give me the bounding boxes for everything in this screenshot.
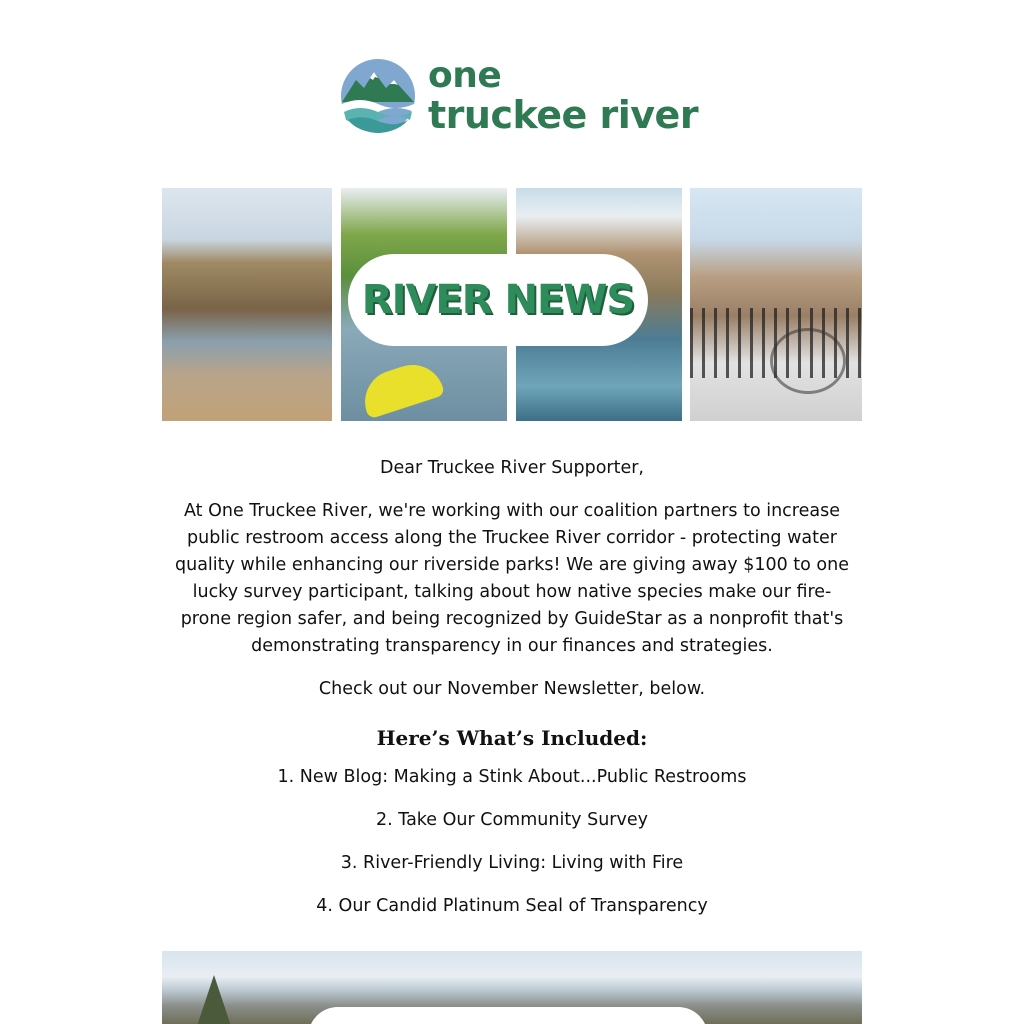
bicycle-wheel-shape [770, 328, 846, 394]
kayak-shape [357, 357, 445, 420]
section-header-photo [162, 951, 862, 1024]
living-with-fire-link[interactable]: 3. River-Friendly Living: Living with Fire [340, 853, 684, 873]
greeting-text: Dear Truckee River Supporter, [380, 458, 644, 478]
river-news-title-pill [348, 254, 648, 346]
tree-shape [194, 975, 234, 1024]
newsletter-body [162, 455, 862, 936]
one-truckee-river-logo[interactable] [340, 54, 700, 138]
survey-link[interactable]: 2. Take Our Community Survey [376, 810, 648, 830]
included-item-living-with-fire[interactable] [162, 850, 862, 877]
intro-paragraph: At One Truckee River, we're working with our coalition partners to increase public restroom access along the Truckee River corridor - protecting water quality while enhancing our riverside parks! We are giving away $100 to one lucky survey participant, talking about how native species make our fire-prone region safer, and being recognized by GuideStar as a nonprofit that's demonstrating transparency in our finances and strategies. [175, 501, 849, 656]
logo-line-two: truckee river [428, 93, 699, 137]
included-item-survey[interactable] [162, 807, 862, 834]
river-news-banner[interactable] [162, 188, 862, 421]
river-valley-photo [162, 188, 332, 421]
logo-line-one: one [428, 55, 502, 96]
included-item-blog[interactable] [162, 764, 862, 791]
transparency-seal-link[interactable]: 4. Our Candid Platinum Seal of Transparency [316, 896, 708, 916]
included-heading: Here’s What’s Included: [376, 726, 648, 750]
cyclist-photo [690, 188, 862, 421]
blog-link[interactable]: 1. New Blog: Making a Stink About...Public Restrooms [277, 767, 747, 787]
logo-wordmark [428, 55, 699, 137]
logo-mountain-river-icon [340, 58, 416, 134]
newsletter-cta-text: Check out our November Newsletter, below. [318, 679, 706, 699]
river-news-title: RIVER NEWS [361, 277, 635, 323]
included-item-transparency-seal[interactable] [162, 893, 862, 920]
section-title-pill [308, 1007, 708, 1024]
